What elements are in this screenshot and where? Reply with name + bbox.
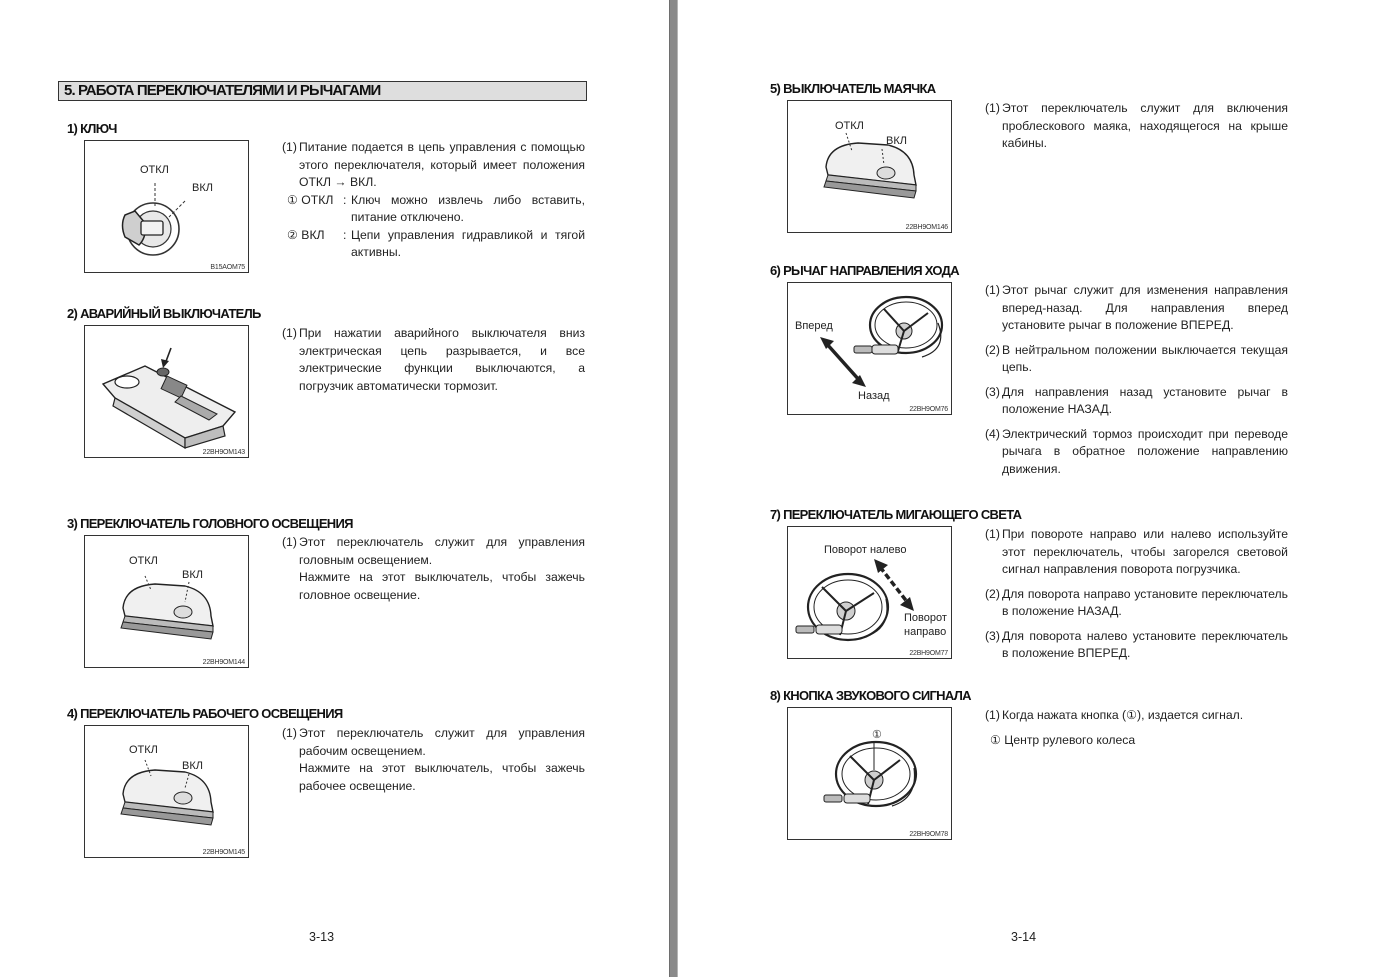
- fig-label-off: ОТКЛ: [129, 744, 158, 756]
- emergency-switch-drawing: [85, 326, 249, 458]
- worklight-switch-figure: [84, 725, 249, 858]
- item-number: (2): [985, 586, 1000, 601]
- item-text: В нейтральном положении выключается текущая цепь.: [1002, 342, 1288, 374]
- section-title-direction: 6) РЫЧАГ НАПРАВЛЕНИЯ ХОДА: [770, 263, 959, 278]
- list-item: [985, 282, 1288, 335]
- item-text: Этот переключатель служит для управления головным освещением.: [299, 535, 585, 567]
- item-number: (1): [282, 326, 297, 340]
- page-number: 3-14: [1011, 930, 1037, 944]
- headlight-switch-drawing: [85, 536, 249, 668]
- item-text: При нажатии аварийного выключателя вниз электрическая цепь разрывается, и все электрические функции выключаются, а погрузчик автоматически тормозит.: [299, 326, 585, 393]
- figure-code: 22BH9OM77: [909, 650, 948, 657]
- item-number: (1): [985, 283, 1000, 297]
- item-text: Электрический тормоз происходит при переводе рычага в обратное положение направлению движения.: [1002, 426, 1288, 476]
- fig-label-turn-right-2: направо: [904, 626, 947, 638]
- item-number: (3): [985, 628, 1000, 643]
- beacon-switch-figure: [787, 100, 952, 233]
- list-item-continued: [282, 569, 585, 604]
- key-switch-figure: [84, 140, 249, 273]
- colon: :: [343, 192, 347, 207]
- section-title-horn: 8) КНОПКА ЗВУКОВОГО СИГНАЛА: [770, 688, 971, 703]
- section-title-worklight: 4) ПЕРЕКЛЮЧАТЕЛЬ РАБОЧЕГО ОСВЕЩЕНИЯ: [67, 706, 343, 721]
- sub-item-mark: ① ОТКЛ: [287, 192, 334, 207]
- page-number: 3-13: [309, 930, 335, 944]
- item-text: Этот переключатель служит для включения проблескового маяка, находящегося на крыше кабины.: [1002, 101, 1288, 150]
- fig-label-callout: ①: [872, 729, 882, 741]
- list-item: [985, 384, 1288, 419]
- page-gutter: [669, 0, 678, 977]
- item-number: (1): [985, 527, 1000, 541]
- list-item: [282, 139, 585, 192]
- list-item: [985, 707, 1288, 725]
- item-number: (3): [985, 384, 1000, 399]
- sub-item-text: ① Центр рулевого колеса: [990, 732, 1136, 747]
- fig-label-turn-right-1: Поворот: [904, 612, 947, 624]
- figure-code: 22BH9OM144: [202, 659, 245, 666]
- direction-text: [985, 282, 1288, 478]
- section-title-emergency: 2) АВАРИЙНЫЙ ВЫКЛЮЧАТЕЛЬ: [67, 306, 261, 321]
- item-text: Для направления назад установите рычаг в положение НАЗАД.: [1002, 384, 1288, 416]
- horn-button-drawing: [788, 708, 952, 840]
- fig-label-forward: Вперед: [795, 320, 833, 332]
- item-number: (1): [282, 140, 297, 154]
- item-number: (1): [282, 726, 297, 740]
- sub-item-mark: ② ВКЛ: [287, 227, 325, 242]
- figure-code: 22BH9OM78: [909, 831, 948, 838]
- fig-label-off: ОТКЛ: [835, 120, 864, 132]
- figure-code: 22BH9OM146: [905, 224, 948, 231]
- item-text: Для поворота налево установите переключатель в положение ВПЕРЕД.: [1002, 628, 1288, 660]
- item-text: Нажмите на этот выключатель, чтобы зажечь рабочее освещение.: [299, 761, 585, 793]
- worklight-text: [282, 725, 585, 795]
- list-item: [985, 342, 1288, 377]
- item-text: Когда нажата кнопка (①), издается сигнал.: [1002, 708, 1244, 722]
- item-text: Для поворота направо установите переключатель в положение НАЗАД.: [1002, 586, 1288, 618]
- figure-code: 22BH9OM145: [202, 849, 245, 856]
- item-number: (1): [282, 535, 297, 549]
- section-title-key: 1) КЛЮЧ: [67, 121, 117, 136]
- list-item: [985, 526, 1288, 579]
- item-text: При повороте направо или налево используйте этот переключатель, чтобы загорелся световой сигнал направления поворота погрузчика.: [1002, 527, 1288, 576]
- left-page: [0, 0, 669, 977]
- section-title-beacon: 5) ВЫКЛЮЧАТЕЛЬ МАЯЧКА: [770, 81, 936, 96]
- figure-code: 22BH9OM76: [909, 406, 948, 413]
- list-item: [282, 534, 585, 569]
- fig-label-on: ВКЛ: [192, 182, 213, 194]
- direction-lever-figure: [787, 282, 952, 415]
- fig-label-on: ВКЛ: [182, 569, 203, 581]
- fig-label-turn-left: Поворот налево: [824, 544, 907, 556]
- sub-item-text: Цепи управления гидравликой и тягой активны.: [351, 227, 585, 259]
- sub-item-on: [282, 227, 585, 262]
- fig-label-on: ВКЛ: [886, 135, 907, 147]
- list-item: [985, 100, 1288, 153]
- key-text: [282, 139, 585, 262]
- list-item: [282, 725, 585, 760]
- fig-label-backward: Назад: [858, 390, 890, 402]
- list-item-continued: [282, 760, 585, 795]
- key-switch-drawing: [85, 141, 249, 273]
- fig-label-off: ОТКЛ: [140, 164, 169, 176]
- emergency-switch-figure: [84, 325, 249, 458]
- sub-item-off: [282, 192, 585, 227]
- item-number: (1): [985, 101, 1000, 115]
- list-item: [985, 628, 1288, 663]
- emergency-text: [282, 325, 585, 395]
- item-number: (2): [985, 342, 1000, 357]
- worklight-switch-drawing: [85, 726, 249, 858]
- beacon-text: [985, 100, 1288, 153]
- fig-label-on: ВКЛ: [182, 760, 203, 772]
- item-text: Этот рычаг служит для изменения направления вперед-назад. Для направления вперед установите рычаг в положение ВПЕРЕД.: [1002, 283, 1288, 332]
- horn-text: [985, 707, 1288, 749]
- item-number: (4): [985, 426, 1000, 441]
- figure-code: B15AOM75: [210, 264, 245, 271]
- fig-label-off: ОТКЛ: [129, 555, 158, 567]
- list-item: [985, 586, 1288, 621]
- item-number: (1): [985, 708, 1000, 722]
- chapter-title: 5. РАБОТА ПЕРЕКЛЮЧАТЕЛЯМИ И РЫЧАГАМИ: [58, 81, 587, 101]
- item-text: Питание подается в цепь управления с помощью этого переключателя, который имеет положения ОТКЛ → ВКЛ.: [299, 140, 585, 189]
- figure-code: 22BH9OM143: [202, 449, 245, 456]
- right-page: [678, 0, 1389, 977]
- headlight-text: [282, 534, 585, 604]
- section-title-headlight: 3) ПЕРЕКЛЮЧАТЕЛЬ ГОЛОВНОГО ОСВЕЩЕНИЯ: [67, 516, 353, 531]
- turn-signal-text: [985, 526, 1288, 663]
- horn-button-figure: [787, 707, 952, 840]
- sub-item-text: Ключ можно извлечь либо вставить, питание отключено.: [351, 192, 585, 224]
- headlight-switch-figure: [84, 535, 249, 668]
- list-item: [282, 325, 585, 395]
- item-text: Этот переключатель служит для управления рабочим освещением.: [299, 726, 585, 758]
- section-title-turn-signal: 7) ПЕРЕКЛЮЧАТЕЛЬ МИГАЮЩЕГО СВЕТА: [770, 507, 1022, 522]
- list-item: [985, 426, 1288, 479]
- item-text: Нажмите на этот выключатель, чтобы зажечь головное освещение.: [299, 570, 585, 602]
- beacon-switch-drawing: [788, 101, 952, 233]
- colon: :: [343, 227, 347, 242]
- turn-signal-figure: [787, 526, 952, 659]
